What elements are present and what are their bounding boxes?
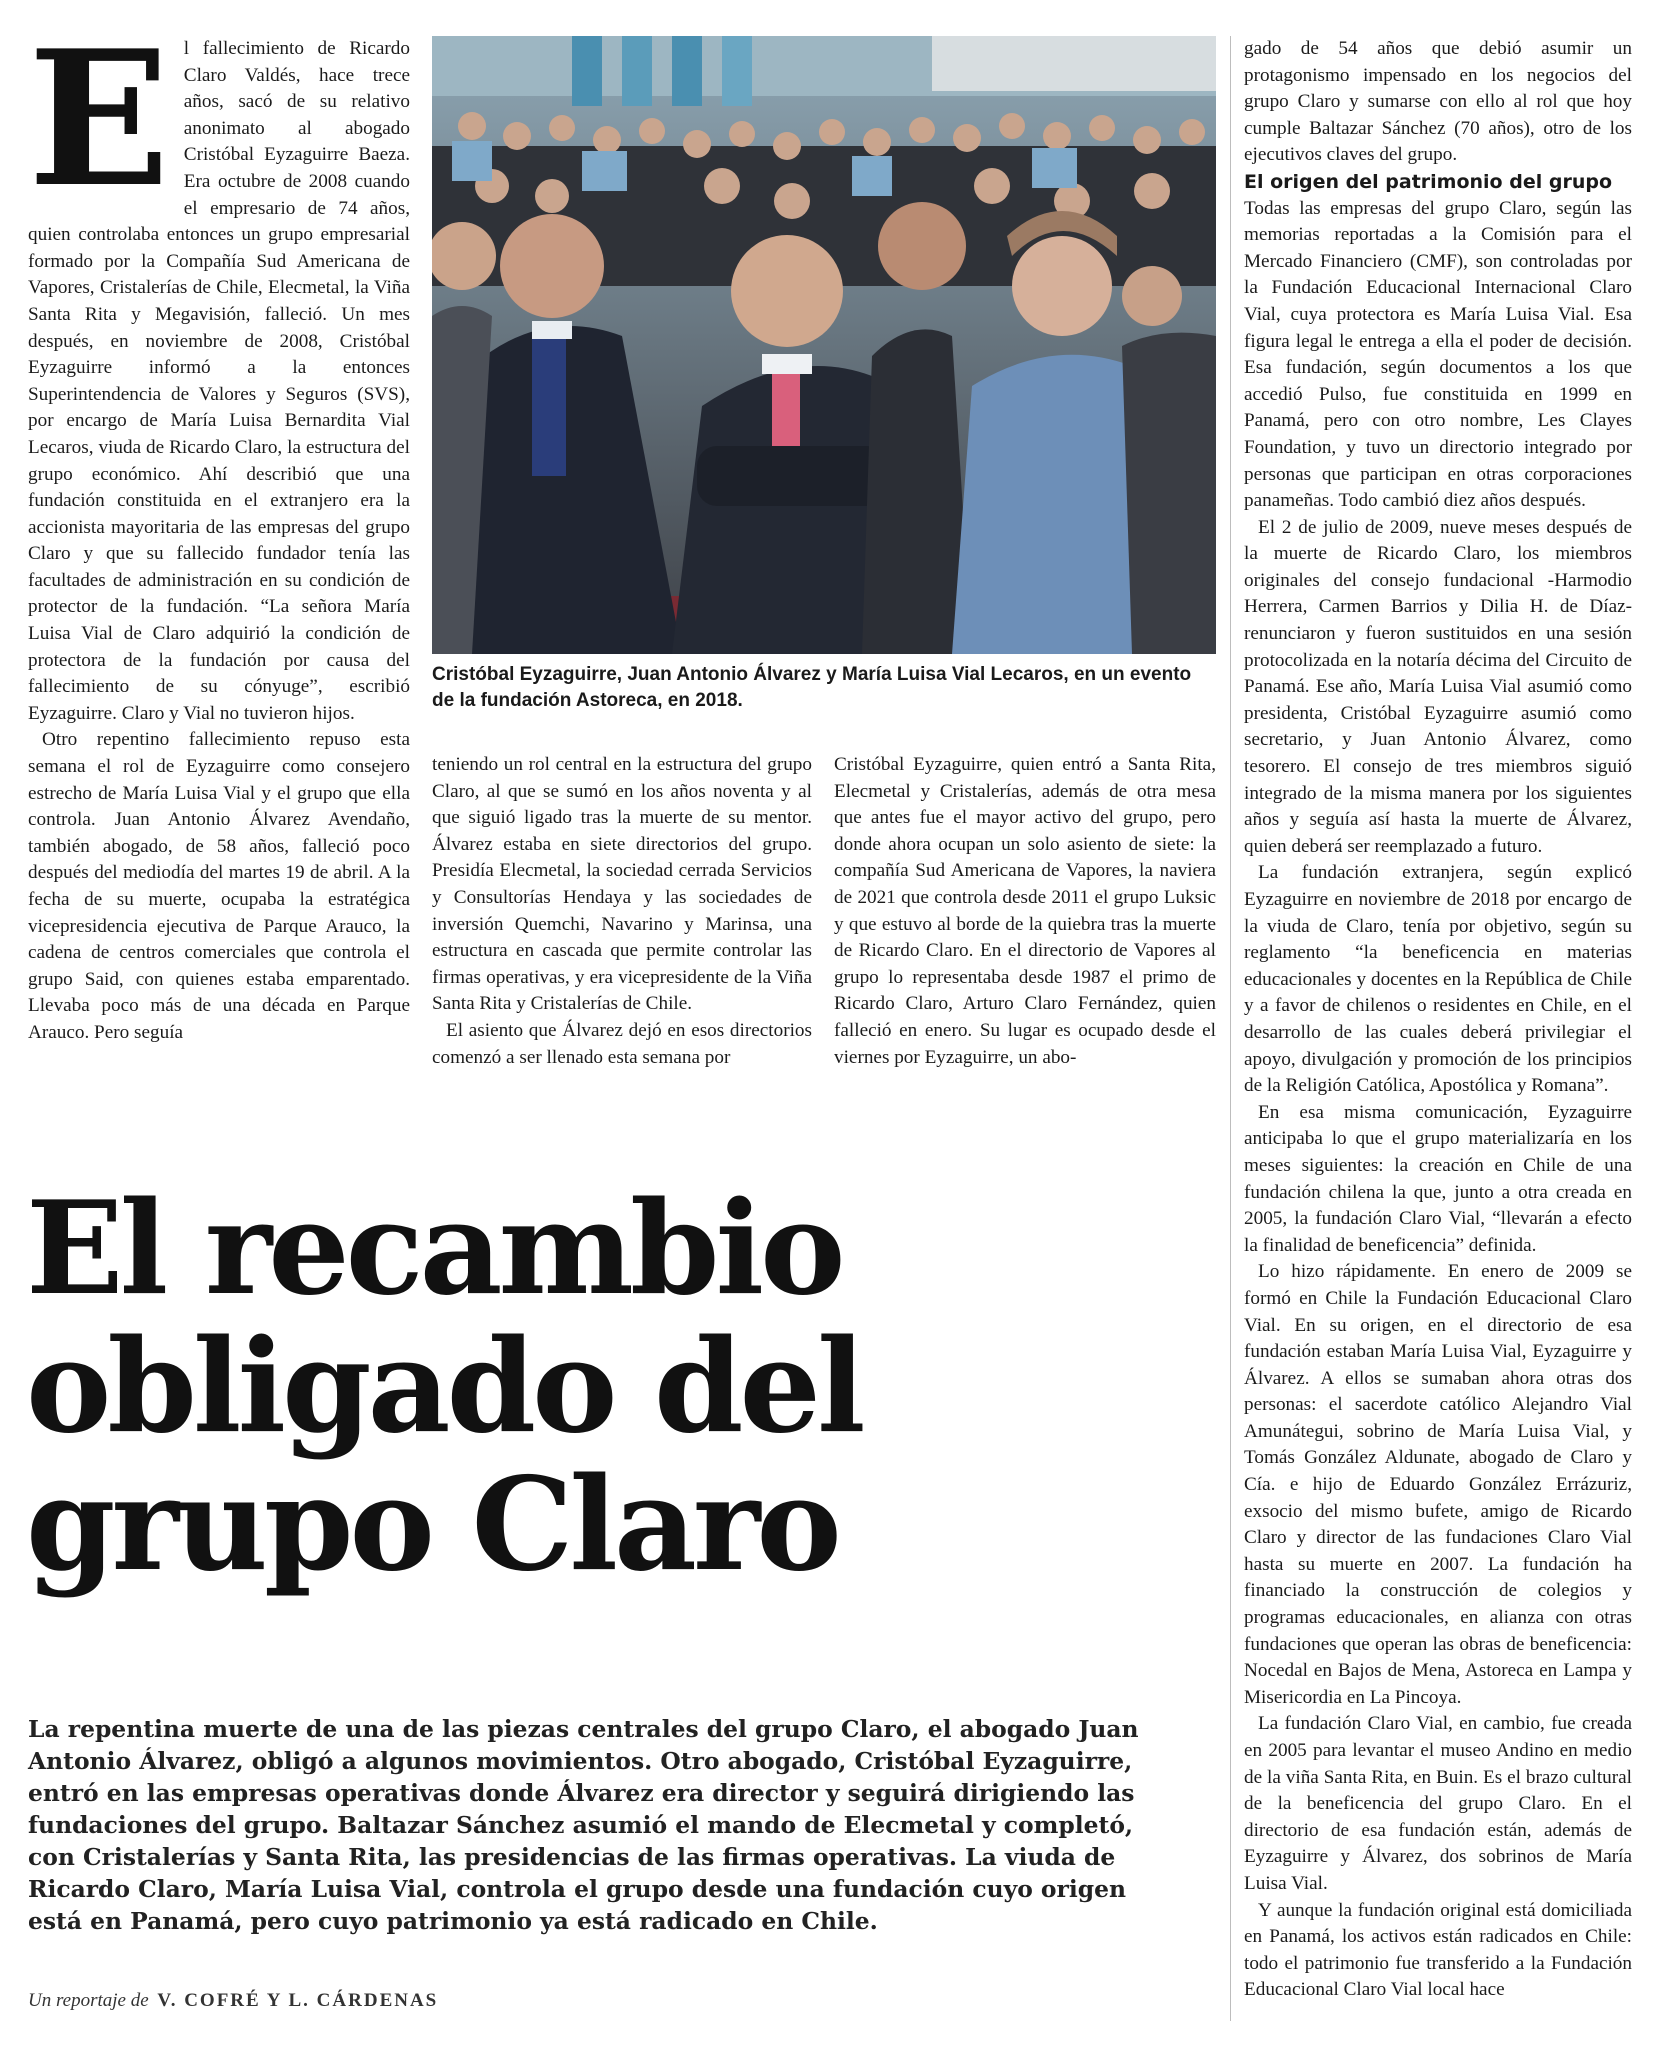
headline: El recambio obligado del grupo Claro [26,1174,862,1600]
paragraph: teniendo un rol central en la estructura del grupo Claro, al que se sumó en los años noventa y al que siguió ligado tras la muerte de su mentor. Álvarez estaba en siete directorios del grupo. Presidía Elecmetal, la sociedad cerrada Servicios y Consultorías Hendaya y las sociedades de inversión Quemchi, Navarino y Marinsa, una estructura en cascada que permite controlar las firmas operativas, y era vicepresidente de la Viña Santa Rita y Cristalerías de Chile. [432,754,812,1015]
byline [28,1990,438,2012]
paragraph: El asiento que Álvarez dejó en esos directorios comenzó a ser llenado esta semana por [432,1019,812,1068]
paragraph: En esa misma comunicación, Eyzaguirre anticipaba lo que el grupo materializaría en los meses siguientes: la creación en Chile de una fundación chilena la que, junto a otra creada en 2005, la fundación Claro Vial, “llevarán a efecto la finalidad de beneficencia” definida. [1244,1101,1632,1256]
article-column-4 [1244,36,1632,2021]
photo-illustration [432,36,1216,654]
byline-authors: V. COFRÉ Y L. CÁRDENAS [157,1990,439,2011]
drop-cap: E [28,36,170,228]
paragraph: La fundación extranjera, según explicó Eyzaguirre en noviembre de 2018 por encargo de la viuda de Claro, tenía por objetivo, según su reglamento “la beneficencia en materias educacionales y docentes en la República de Chile y a favor de chilenos o residentes en Chile, en el desarrollo de las cuales deberá privilegiar el apoyo, divulgación y promoción de los principios de la Religión Católica, Apostólica y Romana”. [1244,862,1632,1097]
article-column-1 [28,36,410,1096]
paragraph: l fallecimiento de Ricardo Claro Valdés, hace trece años, sacó de su relativo anonimato al abogado Cristóbal Eyzaguirre Baeza. Era octubre de 2008 cuando el empresario de 74 años, quien controlaba entonces un grupo empresarial formado por la Compañía Sud Americana de Vapores, Cristalerías de Chile, Elecmetal, la Viña Santa Rita y Megavisión, falleció. Un mes después, en noviembre de 2008, Cristóbal Eyzaguirre informó a la entonces Superintendencia de Valores y Seguros (SVS), por encargo de María Luisa Bernardita Vial Lecaros, viuda de Ricardo Claro, la estructura del grupo económico. Ahí describió que una fundación constituida en el extranjero era la accionista mayoritaria de las empresas del grupo Claro y que su fallecido fundador tenía las facultades de administración en su condición de protector de la fundación. “La señora María Luisa Vial de Claro adquirió la condición de protectora de la fundación por causa del fallecimiento de su cónyuge”, escribió Eyzaguirre. Claro y Vial no tuvieron hijos. [28,38,410,724]
paragraph: La fundación Claro Vial, en cambio, fue creada en 2005 para levantar el museo Andino en medio de la viña Santa Rita, en Buin. Es el brazo cultural de la beneficencia del grupo Claro. En el directorio de esa fundación están, además de Eyzaguirre y Álvarez, dos sobrinos de María Luisa Vial. [1244,1713,1632,1894]
section-subheading: El origen del patrimonio del grupo [1244,170,1612,193]
paragraph: El 2 de julio de 2009, nueve meses después de la muerte de Ricardo Claro, los miembros originales del consejo fundacional -Harmodio Herrera, Carmen Barrios y Dilia H. de Díaz- renunciaron y fueron sustituidos en una sesión protocolizada en la notaría décima del Circuito de Panamá. Ese año, María Luisa Vial asumió como presidenta, Cristóbal Eyzaguirre asumió como secretario, y Juan Antonio Álvarez, como tesorero. El consejo de tres miembros siguió integrado de la misma manera por los siguientes años y seguía así hasta la muerte de Álvarez, quien deberá ser reemplazado a futuro. [1244,516,1632,857]
article-photo [432,36,1216,654]
deck-summary: La repentina muerte de una de las piezas centrales del grupo Claro, el abogado Juan Antonio Álvarez, obligó a algunos movimientos. Otro abogado, Cristóbal Eyzaguirre, entró en las empresas operativas donde Álvarez era director y seguirá dirigiendo las fundaciones del grupo. Baltazar Sánchez asumió el mando de Elecmetal y completó, con Cristalerías y Santa Rita, las presidencias de las firmas operativas. La viuda de Ricardo Claro, María Luisa Vial, controla el grupo desde una fundación cuyo origen está en Panamá, pero cuyo patrimonio ya está radicado en Chile. [28,1715,1139,1935]
byline-prefix: Un reportaje de [28,1990,149,2011]
paragraph: Otro repentino fallecimiento repuso esta semana el rol de Eyzaguirre como consejero estrecho de María Luisa Vial y el grupo que ella controla. Juan Antonio Álvarez Avendaño, también abogado, de 58 años, falleció poco después del mediodía del martes 19 de abril. A la fecha de su muerte, ocupaba la estratégica vicepresidencia ejecutiva de Parque Arauco, la cadena de centros comerciales que controla el grupo Said, con quienes estaba emparentado. Llevaba poco más de una década en Parque Arauco. Pero seguía [28,729,410,1043]
paragraph: Cristóbal Eyzaguirre, quien entró a Santa Rita, Elecmetal y Cristalerías, además de otra mesa que antes fue el mayor activo del grupo, pero donde ahora ocupan un solo asiento de siete: la compañía Sud Americana de Vapores, la naviera de 2021 que controla desde 2011 el grupo Luksic y que estuvo al borde de la quiebra tras la muerte de Ricardo Claro. En el directorio de Vapores al grupo lo representaba desde 1987 el primo de Ricardo Claro, Arturo Claro Fernández, quien falleció en enero. Su lugar es ocupado desde el viernes por Eyzaguirre, un abo- [834,754,1216,1068]
paragraph: Lo hizo rápidamente. En enero de 2009 se formó en Chile la Fundación Educacional Claro Vial. En su origen, en el directorio de esa fundación estaban María Luisa Vial, Eyzaguirre y Álvarez. A ellos se sumaban ahora otras dos personas: el sacerdote católico Alejandro Vial Amunátegui, sobrino de María Luisa Vial, y Tomás González Aldunate, abogado de Claro y Cía. e hijo de Eduardo González Errázuriz, exsocio del mismo bufete, amigo de Ricardo Claro y director de las fundaciones Claro Vial hasta su muerte en 2007. La fundación ha financiado la construcción de colegios y programas educacionales, en alianza con otras fundaciones que operan las obras de beneficencia: Nocedal en Bajos de Mena, Astoreca en Lampa y Misericordia en La Pincoya. [1244,1261,1632,1708]
paragraph: Y aunque la fundación original está domiciliada en Panamá, los activos están radicados en Chile: todo el patrimonio fue transferido a la Fundación Educacional Claro Vial local hace [1244,1899,1632,2001]
article-column-2 [432,752,812,1092]
paragraph: Todas las empresas del grupo Claro, según las memorias reportadas a la Comisión para el Mercado Financiero (CMF), son controladas por la Fundación Educacional Internacional Claro Vial, cuya protectora es María Luisa Vial. Esa figura legal le entrega a ella el poder de decisión. Esa fundación, según documentos a los que accedió Pulso, fue constituida en 1999 en Panamá, pero con otro nombre, Les Clayes Foundation, y tuvo un directorio integrado por personas que participan en otras corporaciones panameñas. Todo cambió diez años después. [1244,197,1632,512]
paragraph: gado de 54 años que debió asumir un protagonismo impensado en los negocios del grupo Claro y sumarse con ello al rol que hoy cumple Baltazar Sánchez (70 años), otro de los ejecutivos claves del grupo. [1244,38,1632,166]
photo-caption: Cristóbal Eyzaguirre, Juan Antonio Álvarez y María Luisa Vial Lecaros, en un evento de la fundación Astoreca, en 2018. [432,664,1192,711]
article-column-3 [834,752,1216,1092]
column-divider [1230,36,1231,2021]
